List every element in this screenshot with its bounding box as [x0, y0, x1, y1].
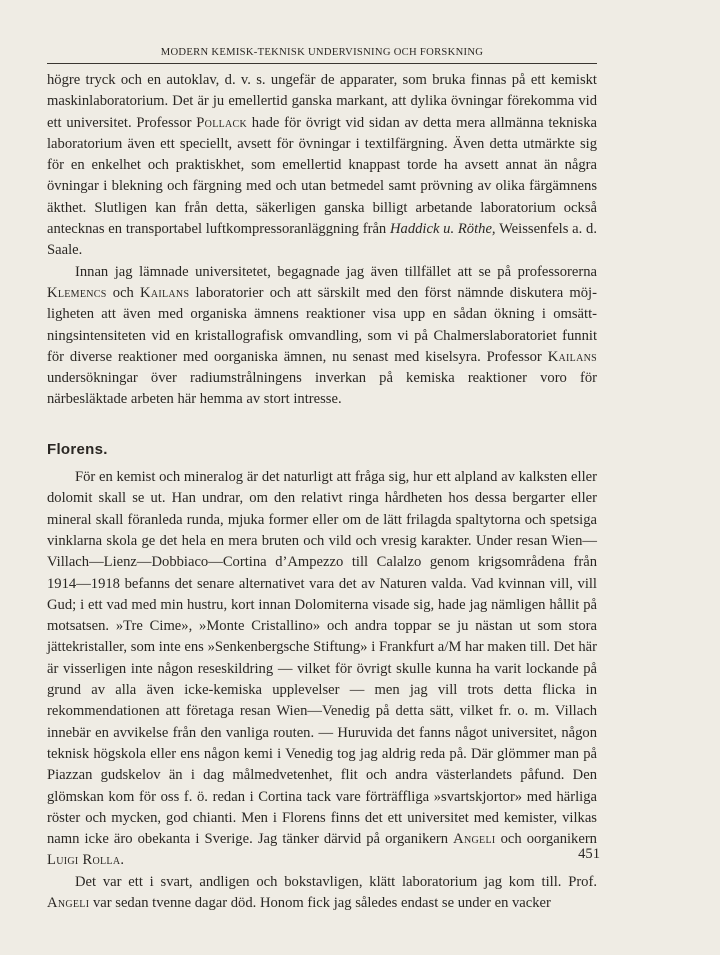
person-name: Kailans	[140, 284, 190, 301]
section-heading: Florens.	[47, 440, 108, 458]
page-body	[47, 70, 597, 914]
text-run: hade för övrigt vid sidan av detta mera allmänna tekniska laboratorium även ett speciellt, avsett för övningar i textilfärgning. Även detta utmärkte sig för en enkelhet och praktiskhet, som emellertid knappast torde ha avsett annat än några övningar i blekning och färgning med och utan betmedel samt prövning av olika färgämnens äkthet. Slutligen kan från detta, säkerligen ganska billigt arbetande laboratorium också antecknas en transportabel luftkompressoranläggning från	[47, 114, 597, 238]
person-name: Luigi Rolla	[47, 852, 121, 869]
paragraph	[47, 467, 597, 872]
running-header: MODERN KEMISK-TEKNISK UNDERVISNING OCH FORSKNING	[47, 47, 597, 64]
text-run: undersökningar över radiumstrålningens inverkan på kemiska reaktioner voro för närbesläktade arbeten här hemma av stort intresse.	[47, 370, 597, 408]
page-number: 451	[578, 846, 600, 862]
paragraph	[47, 262, 597, 411]
person-name: Angeli	[453, 831, 496, 848]
person-name: Klemencs	[47, 284, 107, 301]
text-run: .	[120, 852, 125, 869]
company-name: Haddick u. Röthe,	[389, 221, 496, 238]
text-run: För en kemist och mineralog är det naturligt att fråga sig, hur ett alpland av kalksten eller dolomit skall se ut. Han undrar, om den relativt ringa hårdheten hos dessa bergarter eller mineral skall föranleda runda, mjuka former eller om de lätt frilagda spaltytorna och spetsiga vinklarna skola ge det hela en mera bruten och vild och vresig karakter. Under resan Wien—Villach—Lienz—Dobbiaco—Cortina d’Ampezzo till Calalzo genom krigsområdena från 1914—1918 befanns det senare alternativet vara det av Naturen valda. Vad kvinnan vill, vill Gud; i ett vad med min hustru, kort innan Dolomiterna visade sig, hade jag nämligen hållit på motsatsen. »Tre Cime», »Monte Cristallino» och andra toppar se ju nästan ut som stora jättekristaller, som inte ens »Senkenbergsche Stiftung» i Frankfurt a/M har maken till. Det här är visserligen inte någon reseskildring — vilket för övrigt skulle kunna ha varit lockande på grund av alla även icke-kemiska upplevelser — men jag vill trots detta flicka in rekommendationen att företaga resan Wien—Venedig på detta sätt, vilket fr. o. m. Villach innebär en avvikelse från den vanliga routen. — Huruvida det fanns något universitet, någon teknisk högskola eller ens någon kemi i Venedig tog jag aldrig reda på. Där glömmer man på Piazzan gudskelov än i dag målmedvetenhet, flit och andra västerlandets påfund. Den glömskan kom för oss f. ö. redan i Cortina tack vare förträffliga »svartskjortor» med härliga röster och mycken, god chianti. Men i Florens finns det ett universitet med kemister, vilkas namn icke äro obekanta i Sverige. Jag tänker därvid på organikern	[47, 469, 597, 848]
paragraph	[47, 872, 597, 915]
text-run: var sedan tvenne dagar död. Honom fick jag således endast se under en vacker	[89, 894, 551, 911]
text-run: laboratorier och att särskilt med den först nämnde diskutera möjligheten att även med organiska ämnens reaktioner visa upp en sådan ökning i omsättningsintensiteten vid en kristallografisk omvandling, som vi på Chalmerslaboratoriet funnit för diverse reaktioner med oorganiska ämnen, nu senast med kiselsyra. Professor	[47, 284, 597, 365]
person-name: Pollack	[196, 114, 248, 131]
text-run: högre tryck och en autoklav, d. v. s. ungefär de apparater, som bruka finnas på ett kemiskt maskinlaboratorium. Det är ju emellertid ganska markant, att dylika övningar förekomma vid ett universitet. Professor	[47, 72, 597, 131]
text-run: Innan jag lämnade universitetet, begagnade jag även tillfället att se på professorerna	[75, 263, 597, 280]
person-name: Angeli	[47, 894, 90, 911]
text-run: Det var ett i svart, andligen och bokstavligen, klätt laboratorium jag kom till. Prof.	[75, 873, 597, 890]
text-run: och	[106, 284, 140, 301]
text-run: Weissenfels a. d. Saale.	[47, 221, 597, 259]
text-run: och oorganikern	[495, 831, 597, 848]
person-name: Kailans	[547, 348, 597, 365]
paragraph	[47, 70, 597, 262]
